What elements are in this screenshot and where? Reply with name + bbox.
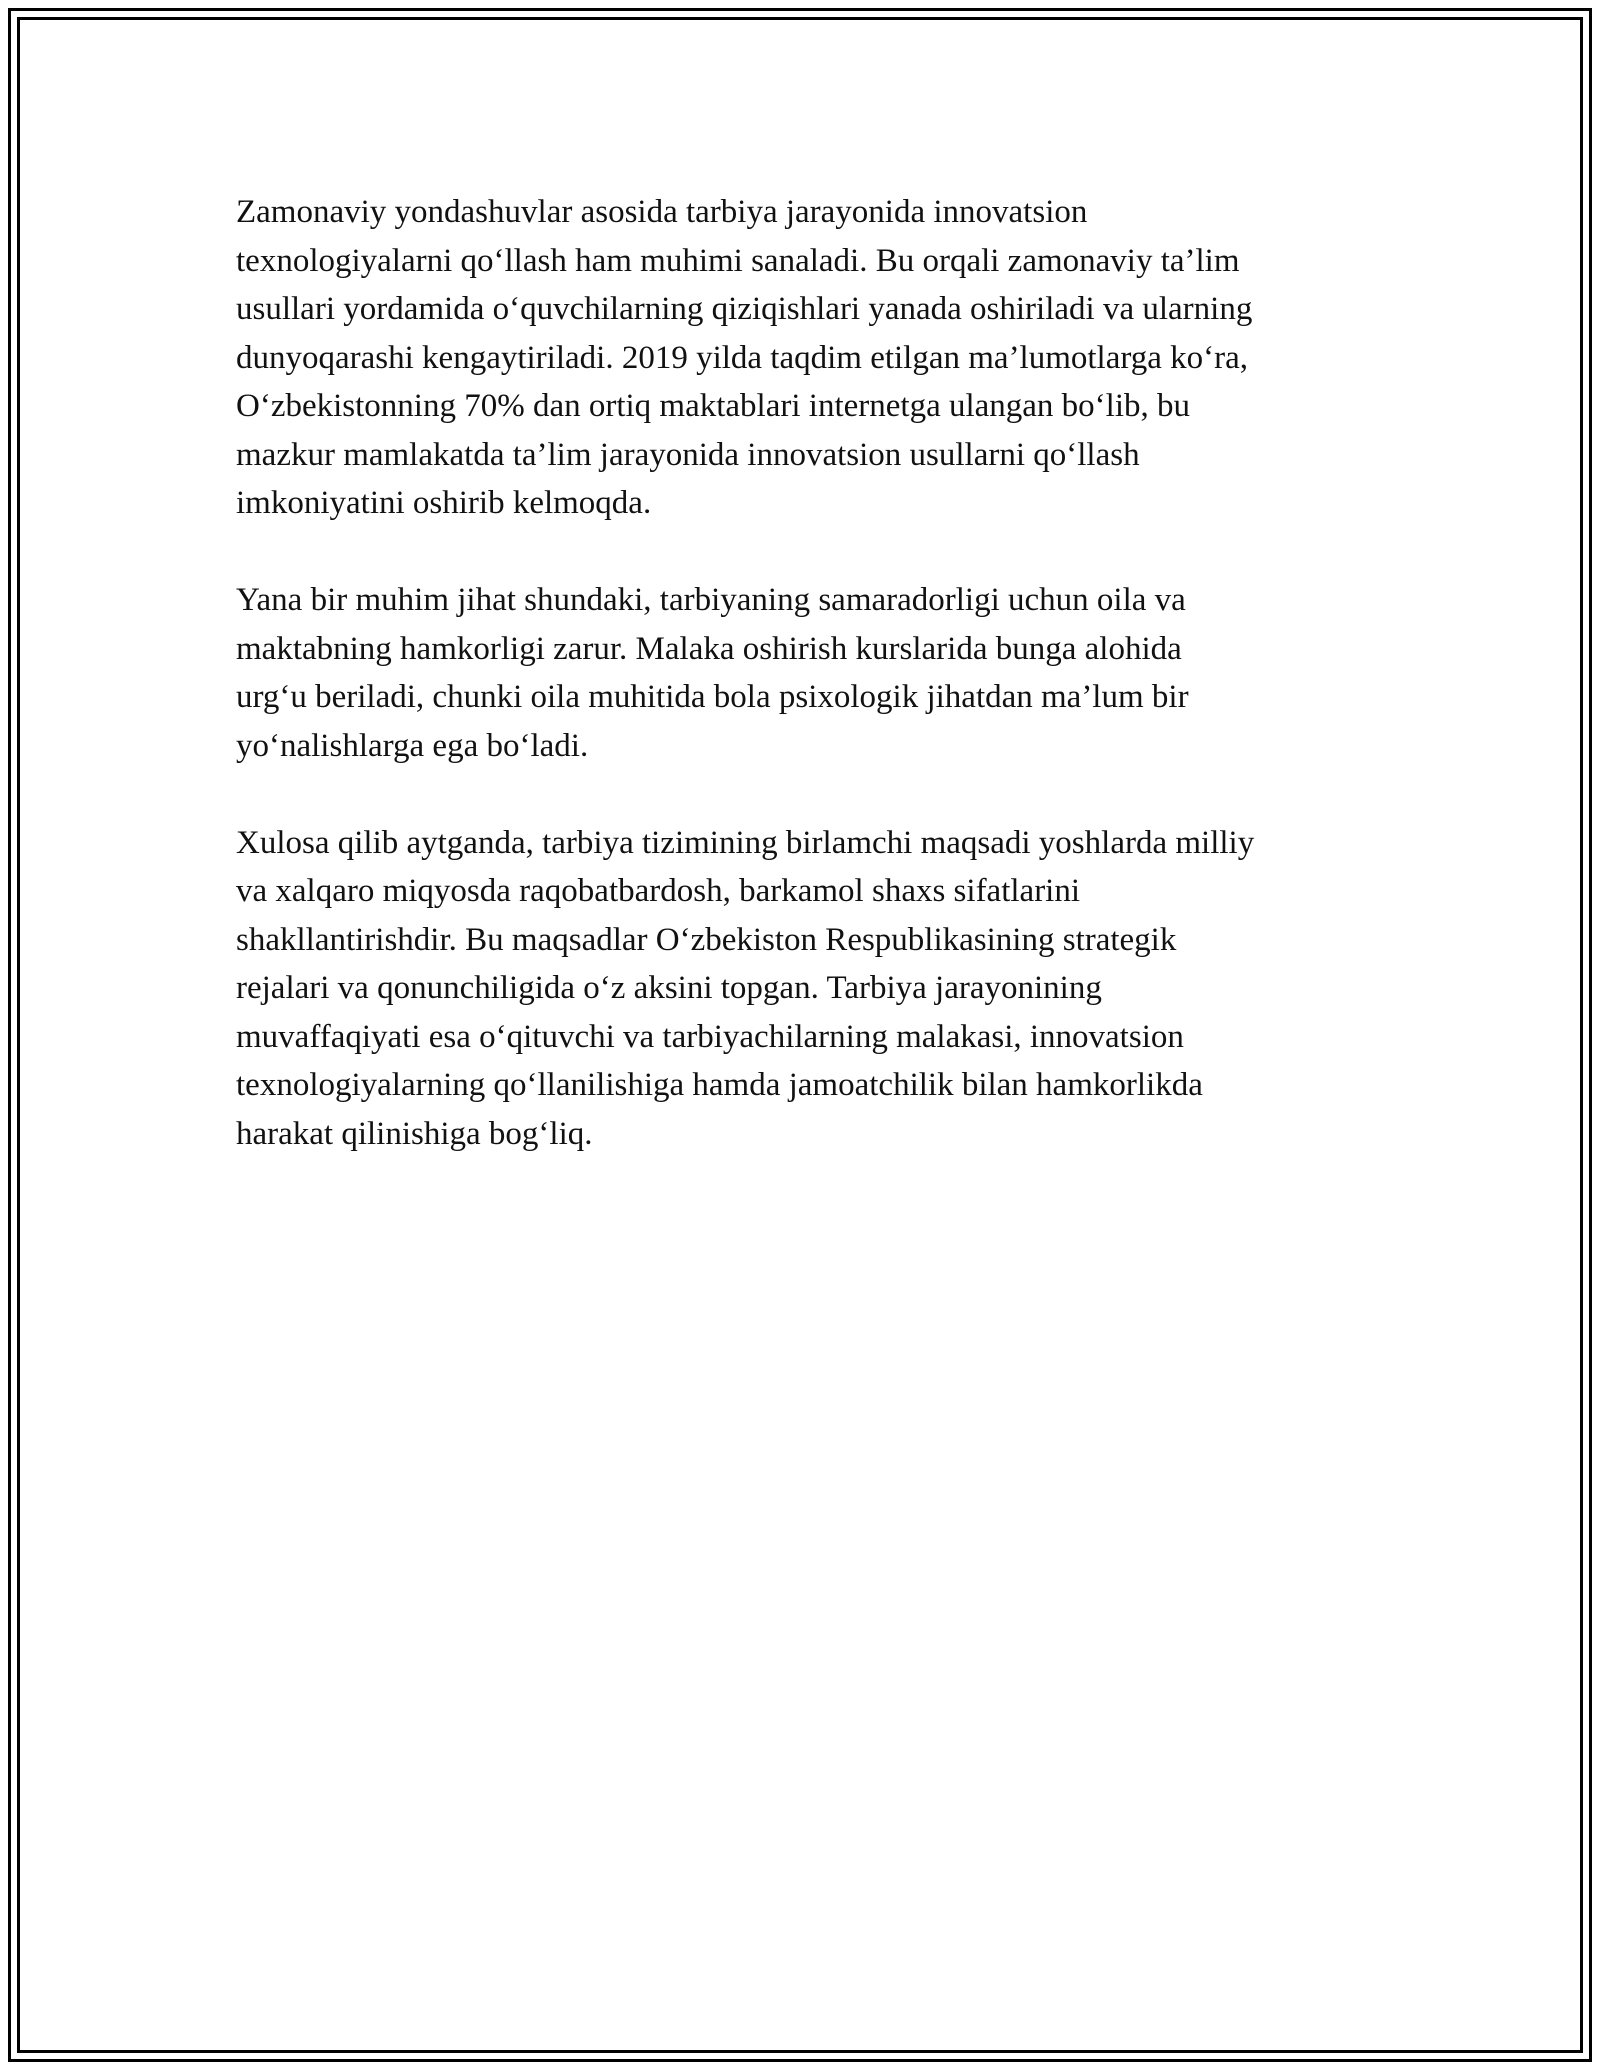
document-body xyxy=(236,188,1396,1207)
text-line: harakat qilinishiga bog‘liq. xyxy=(236,1115,593,1152)
text-line: Xulosa qilib aytganda, tarbiya tizimining birlamchi maqsadi yoshlarda milliy xyxy=(236,824,1255,861)
text-line: Yana bir muhim jihat shundaki, tarbiyaning samaradorligi uchun oila va xyxy=(236,582,1186,618)
text-line: muvaffaqiyati esa o‘qituvchi va tarbiyachilarning malakasi, innovatsion xyxy=(236,1018,1184,1055)
text-line: mazkur mamlakatda ta’lim jarayonida innovatsion usullarni qo‘llash xyxy=(236,436,1140,473)
text-line: va xalqaro miqyosda raqobatbardosh, barkamol shaxs sifatlarini xyxy=(236,873,1081,909)
text-line: rejalari va qonunchiligida o‘z aksini topgan. Tarbiya jarayonining xyxy=(236,970,1102,1006)
text-line: texnologiyalarni qo‘llash ham muhimi sanaladi. Bu orqali zamonaviy ta’lim xyxy=(236,242,1240,279)
text-line: dunyoqarashi kengaytiriladi. 2019 yilda taqdim etilgan ma’lumotlarga ko‘ra, xyxy=(236,339,1249,376)
paragraph-innovative-technologies xyxy=(236,188,1396,528)
paragraph-conclusion xyxy=(236,819,1396,1159)
text-line: texnologiyalarning qo‘llanilishiga hamda jamoatchilik bilan hamkorlikda xyxy=(236,1067,1203,1103)
text-line: imkoniyatini oshirib kelmoqda. xyxy=(236,485,652,521)
text-line: shakllantirishdir. Bu maqsadlar O‘zbekiston Respublikasining strategik xyxy=(236,921,1177,958)
text-line: Zamonaviy yondashuvlar asosida tarbiya jarayonida innovatsion xyxy=(236,194,1088,230)
text-line: maktabning hamkorligi zarur. Malaka oshirish kurslarida bunga alohida xyxy=(236,630,1182,667)
text-line: yo‘nalishlarga ega bo‘ladi. xyxy=(236,727,589,764)
text-line: urg‘u beriladi, chunki oila muhitida bola psixologik jihatdan ma’lum bir xyxy=(236,679,1189,715)
text-line: O‘zbekistonning 70% dan ortiq maktablari internetga ulangan bo‘lib, bu xyxy=(236,388,1191,424)
text-line: usullari yordamida o‘quvchilarning qiziqishlari yanada oshiriladi va ularning xyxy=(236,291,1253,327)
paragraph-family-school-cooperation xyxy=(236,576,1396,770)
